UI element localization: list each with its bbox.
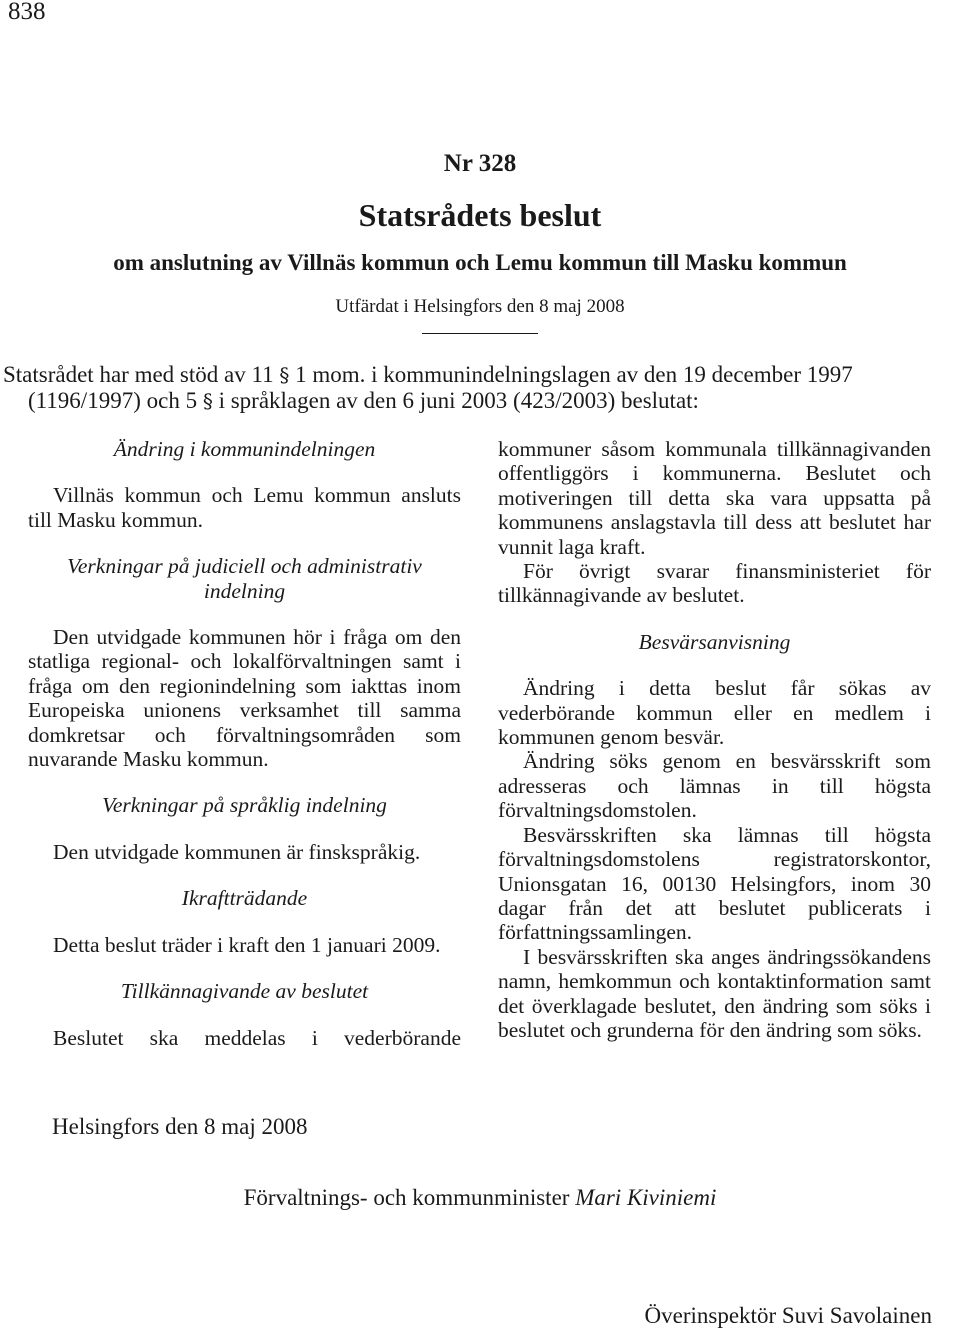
heading-kommunindelning: Ändring i kommunindelningen (113, 437, 376, 461)
paragraph-anslutning: Villnäs kommun och Lemu kommun ansluts till Masku kommun. (28, 483, 461, 532)
issued-line: Utfärdat i Helsingfors den 8 maj 2008 (335, 296, 625, 317)
heading-ikrafttradande: Ikraftträdande (181, 886, 308, 911)
left-column (28, 437, 461, 1050)
page-number: 838 (8, 0, 46, 25)
paragraph-tillkannagivande: Beslutet ska meddelas i vederbörande (53, 1025, 461, 1050)
section-symbol: § (279, 363, 290, 387)
paragraph-finansministeriet: För övrigt svarar finansministeriet för tillkännagivande av beslutet. (498, 559, 931, 608)
inspector-signature: Överinspektör Suvi Savolainen (644, 1303, 932, 1328)
section-symbol: § (202, 389, 213, 413)
right-column (498, 437, 931, 1042)
minister-name: Mari Kiviniemi (575, 1185, 717, 1210)
intro-part-3: i språklagen av den 6 juni 2003 (423/2003) beslutat: (218, 388, 699, 413)
heading-judiciell-indelning: Verkningar på judiciell och administrativ indelning (67, 554, 422, 603)
paragraph-besvarsskrift: Ändring söks genom en besvärsskrift som adresseras och lämnas in till högsta förvaltningsdomstolen. (498, 749, 931, 823)
intro-part-1: Statsrådet har med stöd av 11 (3, 362, 274, 387)
heading-spraklig-indelning: Verkningar på språklig indelning (102, 793, 387, 818)
paragraph-lamnas: Besvärsskriften ska lämnas till högsta förvaltningsdomstolens registratorskontor, Unionsgatan 16, 00130 Helsingfors, inom 30 dagar från det att beslutet publicerats i författningssamlingen. (498, 822, 931, 945)
document-subtitle: om anslutning av Villnäs kommun och Lemu kommun till Masku kommun (113, 250, 847, 275)
intro-part-2: 1 mom. i kommunindelningslagen av den 19 december 1997 (1196/1997) och 5 (28, 362, 853, 413)
heading-besvarsanvisning: Besvärsanvisning (638, 629, 791, 654)
paragraph-andring-sokas: Ändring i detta beslut får sökas av vederbörande kommun eller en medlem i kommunen genom besvär. (498, 676, 931, 750)
paragraph-ikrafttradande: Detta beslut träder i kraft den 1 januari 2009. (53, 932, 441, 957)
paragraph-spraklig: Den utvidgade kommunen är finskspråkig. (53, 839, 421, 864)
paragraph-kommuner: kommuner såsom kommunala tillkännagivanden offentliggörs i kommunerna. Beslutet och motiveringen till detta ska vara uppsatta på kommunens anslagstavla till dess att beslutet har vunnit laga kraft. (498, 437, 931, 559)
intro-paragraph (3, 362, 905, 414)
paragraph-judiciell: Den utvidgade kommunen hör i fråga om den statliga regional- och lokalförvaltningen samt i fråga om den regionindelning som iakttas inom Europeiska unionens verksamhet till samma domkretsar och förvaltningsområden som nuvarande Masku kommun. (28, 625, 461, 772)
signature-place-date: Helsingfors den 8 maj 2008 (52, 1114, 308, 1139)
document-title: Statsrådets beslut (358, 197, 602, 233)
paragraph-anges: I besvärsskriften ska anges ändringssökandens namn, hemkommun och kontaktinformation samt det överklagade beslutet, den ändring som söks i beslutet och grunderna för den ändring som söks. (498, 944, 931, 1042)
minister-signature (0, 1185, 960, 1211)
minister-title: Förvaltnings- och kommunminister (243, 1185, 570, 1210)
document-number: Nr 328 (443, 150, 517, 177)
heading-tillkannagivande: Tillkännagivande av beslutet (120, 979, 369, 1004)
header-divider (422, 333, 538, 334)
